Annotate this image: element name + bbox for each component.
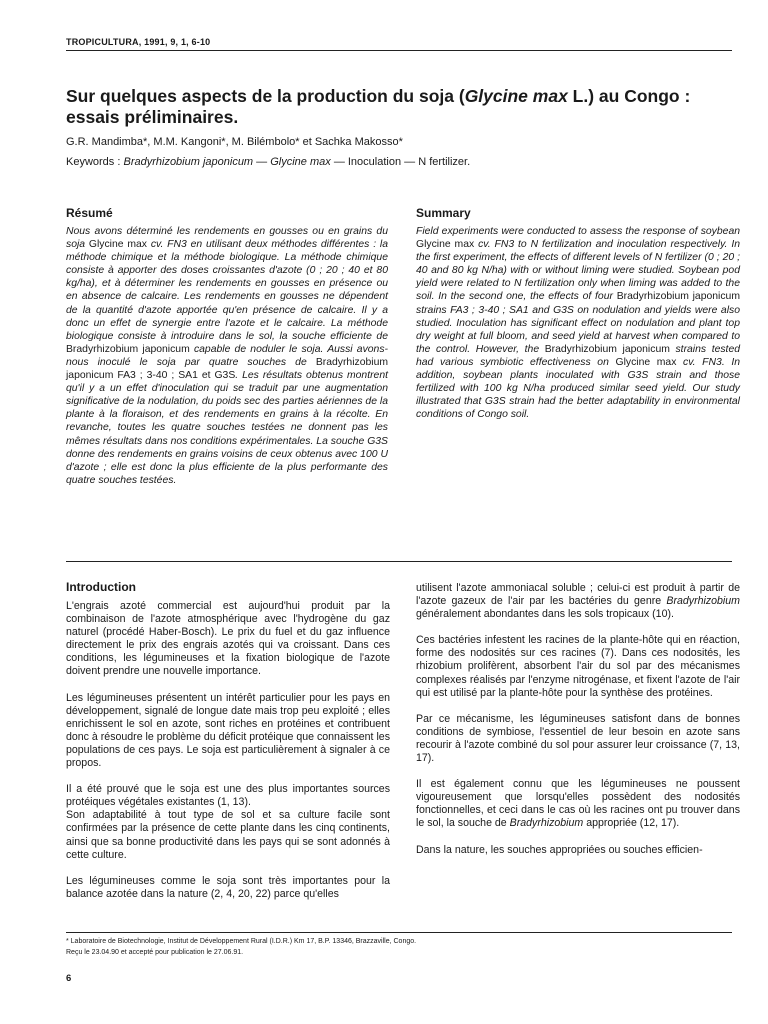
r4a: Il est également connu que les légumineuses ne poussent vigoureusement que lorsqu'elles possèdent des nodosités fonctionnelles, et ceci dans le cas où les racines ont pu trouver dans le sol, la souche de xyxy=(416,778,740,830)
r1c: généralement abondantes dans les sols tropicaux (10). xyxy=(416,608,674,621)
summary-s5: strains FA3 ; 3-40 ; SA1 and G3S on nodulation and yields were also studied. Inoculation has significant effect on nodulation and plant top dry weight at full bloom, and seed yield at harvest when compared to the control. However, the xyxy=(416,304,740,355)
resume-heading: Résumé xyxy=(66,206,113,220)
keyword-1: Bradyrhizobium japonicum xyxy=(123,156,254,168)
summary-s8: Glycine max xyxy=(615,356,677,368)
intro-paragraph-2: Les légumineuses présentent un intérêt particulier pour les pays en développement, signalé de longue date mais trop peu exploité ; elles enrichissent le sol en azote, sont riches en protéines et contribuent donc à résoudre le problème du déficit protéique que connaissent les populations de ces pays. Le soja est particulièrement à signaler à ce propos. xyxy=(66,691,390,770)
footnote-affiliation: * Laboratoire de Biotechnologie, Institut de Développement Rural (I.D.R.) Km 17, B.P. 13346, Brazzaville, Congo. xyxy=(66,938,417,945)
header-rule xyxy=(66,50,732,51)
r1a: utilisent l'azote ammoniacal soluble ; celui-ci est produit à partir de l'azote gazeux de l'air par les bactéries du genre xyxy=(416,582,740,608)
intro-paragraph-4: Son adaptabilité à tout type de sol et sa culture facile sont confirmées par la présence de cette plante dans les cinq continents, ainsi que sa bonne productivité dans les pays qui se sont adonnés à cette culture. xyxy=(66,809,390,861)
keywords xyxy=(66,156,470,168)
keywords-rest: — Inoculation — N fertilizer. xyxy=(330,156,471,168)
resume-s6: Bradyrhizobium japonicum FA3 ; 3-40 ; SA1 et G3S xyxy=(66,356,388,382)
resume-s4: Bradyrhizobium japonicum xyxy=(66,343,190,355)
article-title xyxy=(66,86,716,128)
title-part2: L.) au Congo : essais préliminaires. xyxy=(66,86,691,127)
resume-s5: capable de noduler le soja. Aussi avons-nous inoculé le soja par quatre souches de xyxy=(66,343,388,368)
summary-s7: strains tested had various symbiotic effectiveness on xyxy=(416,343,740,368)
summary-s9: cv. FN3. In addition, soybean plants inoculated with G3S strain and those fertilized with 100 kg N/ha produced similar seed yield. Our study illustrated that G3S strain had the better adaptability in environmental conditions of Congo soil. xyxy=(416,356,740,421)
summary-text xyxy=(416,225,740,421)
summary-s1: Field experiments were conducted to assess the response of soybean xyxy=(416,226,740,237)
summary-heading: Summary xyxy=(416,206,471,220)
running-head: TROPICULTURA, 1991, 9, 1, 6-10 xyxy=(66,37,211,47)
introduction-heading: Introduction xyxy=(66,580,136,594)
intro-paragraph-5: Les légumineuses comme le soja sont très importantes pour la balance azotée dans la nature (2, 4, 20, 22) parce qu'elles xyxy=(66,874,390,900)
r1b: Bradyrhizobium xyxy=(666,595,740,608)
footnote-rule xyxy=(66,932,732,933)
intro-paragraph-1: L'engrais azoté commercial est aujourd'hui produit par la combinaison de l'azote atmosphérique avec l'hydrogène du gaz naturel (procédé Haber-Bosch). Le prix du fuel et du gaz influence directement le prix des engrais azotés qui va croissant. Dans ces conditions, les légumineuses et la fixation biologique de l'azote doivent prendre une nouvelle importance. xyxy=(66,600,390,678)
resume-s1: Nous avons déterminé les rendements en gousses ou en grains du soja xyxy=(66,226,388,251)
summary-s3: cv. FN3 to N fertilization and inoculation respectively. In the first experiment, the effects of different levels of N fertilizer (0 ; 20 ; 40 and 80 kg N/ha) with or without liming were studied. Soybean pod yield were related to N fertilization only when liming was added to the soil. In the second one, the effects of four xyxy=(416,239,740,303)
intro-paragraph-3: Il a été prouvé que le soja est une des plus importantes sources protéiques végétales existantes (1, 13). xyxy=(66,783,390,809)
keyword-sep: — xyxy=(253,156,271,168)
resume-s3: cv. FN3 en utilisant deux méthodes différentes : la méthode chimique et la méthode biologique. La méthode chimique consiste à apporter des doses croissantes d'azote (0 ; 20 ; 40 et 80 kg/ha), et à déterminer les rendements en gousses en présence ou en absence de calcaire. Les rendements en gousses ne dépendent de la quantité d'azote apportée qu'en présence de calcaire. Il y a donc un effet de synergie entre l'azote et le calcaire. La méthode biologique consiste à introduire dans le sol, la souche efficiente de xyxy=(66,239,388,342)
page-number: 6 xyxy=(66,973,72,984)
body-right-column xyxy=(416,582,740,870)
keywords-label: Keywords : xyxy=(66,156,121,168)
summary-s6: Bradyrhizobium japonicum xyxy=(544,343,670,355)
resume-s2: Glycine max xyxy=(88,239,147,251)
section-rule xyxy=(66,561,732,562)
intro-right-paragraph-1 xyxy=(416,582,740,621)
resume-text xyxy=(66,225,388,487)
summary-s4: Bradyrhizobium japonicum xyxy=(616,291,740,303)
intro-right-paragraph-4 xyxy=(416,778,740,830)
intro-right-paragraph-3: Par ce mécanisme, les légumineuses satisfont dans de bonnes conditions de symbiose, l'essentiel de leur besoin en azote sans recourir à l'azote combiné du sol pour assurer leur croissance (7, 13, 17). xyxy=(416,712,740,765)
body-left-column xyxy=(66,600,390,914)
keyword-2: Glycine max xyxy=(270,156,331,168)
intro-right-paragraph-2: Ces bactéries infestent les racines de la plante-hôte qui en réaction, forme des nodosités sur ces racines (7). Dans ces nodosités, les rhizobium prolifèrent, absorbent l'air du sol par des mécanismes complexes réalisés par l'enzyme nitrogénase, et fixent l'azote de l'air qui est utilisé par la plante-hôte pour la synthèse des protéines. xyxy=(416,634,740,699)
r4b: Bradyrhizobium xyxy=(509,817,584,830)
title-part1: Sur quelques aspects de la production du soja ( xyxy=(66,86,465,106)
summary-s2: Glycine max xyxy=(416,239,475,251)
resume-s7: . Les résultats obtenus montrent qu'il y a un effet d'inoculation qui se traduit par une augmentation significative de la nodulation, du poids sec des parties aériennes de la plante à la floraison, et des rendements en grains à la récolte. En revanche, toutes les quatre souches testées ne donnent pas les mêmes résultats dans nos conditions expérimentales. La souche G3S donne des rendements en grains voisins de ceux obtenus avec 100 U d'azote ; elle est donc la plus efficiente de la plus performante des quatre souches testées. xyxy=(66,370,388,486)
title-species: Glycine max xyxy=(464,86,568,106)
intro-right-paragraph-5: Dans la nature, les souches appropriées ou souches efficien- xyxy=(416,843,703,856)
r4c: appropriée (12, 17). xyxy=(583,817,680,830)
authors: G.R. Mandimba*, M.M. Kangoni*, M. Bilémbolo* et Sachka Makosso* xyxy=(66,136,403,148)
footnote-received: Reçu le 23.04.90 et accepté pour publication le 27.06.91. xyxy=(66,949,244,956)
